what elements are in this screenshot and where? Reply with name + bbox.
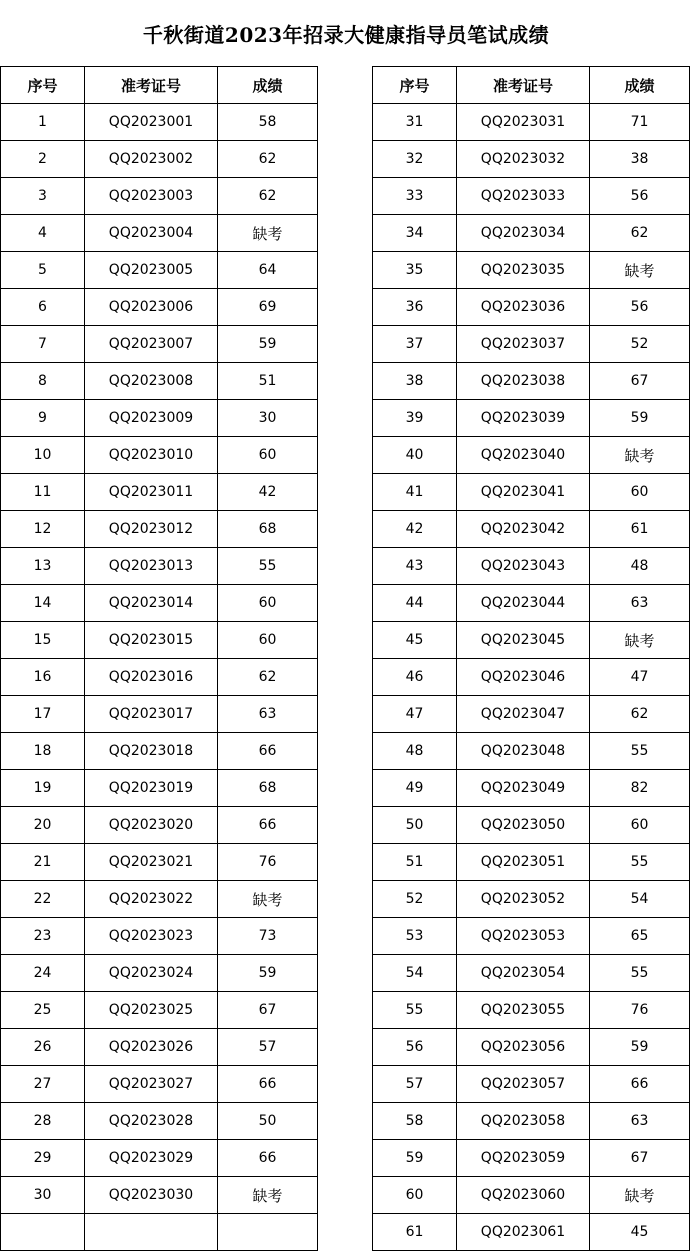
cell-seq: 5 [1,252,85,289]
cell-exam-id: QQ2023059 [457,1140,590,1177]
cell-score: 59 [590,400,690,437]
cell-seq: 8 [1,363,85,400]
cell-score: 缺考 [218,1177,318,1214]
cell-score: 66 [218,807,318,844]
cell-exam-id: QQ2023012 [85,511,218,548]
cell-score: 76 [590,992,690,1029]
cell-seq: 40 [373,437,457,474]
cell-seq: 60 [373,1177,457,1214]
table-row [1,474,318,511]
cell-seq: 2 [1,141,85,178]
table-row [373,1103,690,1140]
cell-score: 缺考 [590,1177,690,1214]
cell-score: 61 [590,511,690,548]
cell-seq: 30 [1,1177,85,1214]
cell-exam-id: QQ2023046 [457,659,590,696]
cell-seq: 56 [373,1029,457,1066]
header-seq: 序号 [1,67,85,104]
cell-exam-id: QQ2023030 [85,1177,218,1214]
cell-score: 58 [218,104,318,141]
cell-exam-id: QQ2023039 [457,400,590,437]
cell-score: 57 [218,1029,318,1066]
cell-seq: 19 [1,770,85,807]
cell-score: 63 [590,585,690,622]
cell-seq: 50 [373,807,457,844]
cell-score: 66 [218,733,318,770]
cell-seq: 3 [1,178,85,215]
cell-exam-id: QQ2023005 [85,252,218,289]
table-row [373,104,690,141]
cell-exam-id: QQ2023022 [85,881,218,918]
cell-score: 48 [590,548,690,585]
table-row [373,622,690,659]
cell-seq: 26 [1,1029,85,1066]
header-exam-id: 准考证号 [457,67,590,104]
table-row [1,548,318,585]
cell-seq: 37 [373,326,457,363]
cell-exam-id: QQ2023035 [457,252,590,289]
table-row [373,289,690,326]
table-row [1,289,318,326]
cell-score: 67 [590,1140,690,1177]
cell-score: 73 [218,918,318,955]
cell-score: 60 [590,807,690,844]
cell-score: 缺考 [218,215,318,252]
table-row [373,585,690,622]
cell-exam-id: QQ2023009 [85,400,218,437]
cell-score: 63 [218,696,318,733]
cell-exam-id: QQ2023023 [85,918,218,955]
table-row [373,733,690,770]
cell-seq: 16 [1,659,85,696]
table-row [373,437,690,474]
table-row [373,400,690,437]
cell-seq: 29 [1,1140,85,1177]
table-row [1,807,318,844]
header-seq: 序号 [373,67,457,104]
cell-seq: 6 [1,289,85,326]
cell-score: 62 [590,696,690,733]
cell-seq: 54 [373,955,457,992]
cell-seq: 23 [1,918,85,955]
cell-seq: 34 [373,215,457,252]
cell-seq: 11 [1,474,85,511]
cell-exam-id: QQ2023010 [85,437,218,474]
cell-seq: 24 [1,955,85,992]
cell-seq: 12 [1,511,85,548]
cell-exam-id: QQ2023049 [457,770,590,807]
table-row [1,437,318,474]
cell-exam-id: QQ2023028 [85,1103,218,1140]
cell-seq: 38 [373,363,457,400]
cell-score: 60 [218,585,318,622]
table-row [373,326,690,363]
cell-exam-id: QQ2023048 [457,733,590,770]
header-score: 成绩 [218,67,318,104]
cell-seq: 46 [373,659,457,696]
cell-score: 55 [218,548,318,585]
cell-score: 66 [218,1140,318,1177]
cell-exam-id: QQ2023058 [457,1103,590,1140]
cell-exam-id: QQ2023001 [85,104,218,141]
cell-exam-id: QQ2023015 [85,622,218,659]
cell-seq: 9 [1,400,85,437]
cell-seq: 52 [373,881,457,918]
cell-score [218,1214,318,1251]
cell-score: 47 [590,659,690,696]
cell-score: 52 [590,326,690,363]
cell-score: 67 [590,363,690,400]
score-table-left [0,66,318,1251]
cell-seq: 48 [373,733,457,770]
table-row [1,326,318,363]
cell-score: 59 [218,955,318,992]
cell-score: 60 [218,622,318,659]
cell-exam-id: QQ2023056 [457,1029,590,1066]
table-row [373,955,690,992]
cell-exam-id: QQ2023034 [457,215,590,252]
table-row [373,215,690,252]
cell-exam-id: QQ2023014 [85,585,218,622]
table-row [373,1140,690,1177]
cell-score: 59 [590,1029,690,1066]
cell-seq: 44 [373,585,457,622]
cell-exam-id: QQ2023016 [85,659,218,696]
cell-score: 66 [218,1066,318,1103]
cell-exam-id: QQ2023060 [457,1177,590,1214]
cell-exam-id: QQ2023050 [457,807,590,844]
table-row [373,1029,690,1066]
cell-exam-id: QQ2023038 [457,363,590,400]
table-row [1,252,318,289]
cell-exam-id [85,1214,218,1251]
cell-exam-id: QQ2023006 [85,289,218,326]
cell-score: 76 [218,844,318,881]
cell-seq: 27 [1,1066,85,1103]
cell-exam-id: QQ2023040 [457,437,590,474]
cell-exam-id: QQ2023041 [457,474,590,511]
cell-score: 60 [590,474,690,511]
cell-score: 30 [218,400,318,437]
cell-score: 缺考 [590,437,690,474]
cell-seq: 43 [373,548,457,585]
table-row [1,1140,318,1177]
cell-seq: 20 [1,807,85,844]
header-score: 成绩 [590,67,690,104]
cell-exam-id: QQ2023033 [457,178,590,215]
cell-score: 68 [218,511,318,548]
cell-score: 68 [218,770,318,807]
cell-seq: 33 [373,178,457,215]
table-row [373,252,690,289]
cell-score: 62 [218,141,318,178]
table-row [1,622,318,659]
table-row [1,363,318,400]
table-row [1,400,318,437]
cell-seq: 25 [1,992,85,1029]
cell-score: 50 [218,1103,318,1140]
header-exam-id: 准考证号 [85,67,218,104]
cell-seq [1,1214,85,1251]
cell-score: 69 [218,289,318,326]
cell-exam-id: QQ2023042 [457,511,590,548]
table-row [1,511,318,548]
cell-exam-id: QQ2023047 [457,696,590,733]
cell-score: 62 [218,178,318,215]
cell-score: 51 [218,363,318,400]
cell-exam-id: QQ2023025 [85,992,218,1029]
cell-seq: 4 [1,215,85,252]
table-row [373,511,690,548]
table-row [1,696,318,733]
table-row [1,918,318,955]
table-row [1,844,318,881]
cell-score: 67 [218,992,318,1029]
cell-exam-id: QQ2023026 [85,1029,218,1066]
cell-seq: 1 [1,104,85,141]
table-header-row [373,67,690,104]
cell-seq: 57 [373,1066,457,1103]
cell-seq: 28 [1,1103,85,1140]
cell-seq: 49 [373,770,457,807]
cell-exam-id: QQ2023037 [457,326,590,363]
table-row [1,733,318,770]
table-row [1,955,318,992]
table-row [373,363,690,400]
cell-score: 45 [590,1214,690,1251]
cell-seq: 22 [1,881,85,918]
table-row [1,1029,318,1066]
page-title: 千秋街道2023年招录大健康指导员笔试成绩 [142,22,550,47]
cell-exam-id: QQ2023007 [85,326,218,363]
cell-exam-id: QQ2023051 [457,844,590,881]
cell-exam-id: QQ2023043 [457,548,590,585]
table-row [1,215,318,252]
cell-seq: 35 [373,252,457,289]
cell-seq: 59 [373,1140,457,1177]
cell-seq: 17 [1,696,85,733]
cell-score: 55 [590,955,690,992]
cell-seq: 13 [1,548,85,585]
cell-score: 55 [590,733,690,770]
cell-score: 65 [590,918,690,955]
table-row [373,141,690,178]
table-row [1,770,318,807]
table-row [1,178,318,215]
cell-seq: 36 [373,289,457,326]
cell-seq: 61 [373,1214,457,1251]
cell-exam-id: QQ2023008 [85,363,218,400]
cell-score: 64 [218,252,318,289]
cell-score: 66 [590,1066,690,1103]
table-row [1,659,318,696]
cell-score: 82 [590,770,690,807]
cell-score: 55 [590,844,690,881]
cell-seq: 10 [1,437,85,474]
cell-exam-id: QQ2023044 [457,585,590,622]
cell-score: 缺考 [590,252,690,289]
cell-exam-id: QQ2023036 [457,289,590,326]
cell-exam-id: QQ2023020 [85,807,218,844]
cell-exam-id: QQ2023017 [85,696,218,733]
table-row [1,1103,318,1140]
table-header-row [1,67,318,104]
table-row [1,585,318,622]
cell-score: 38 [590,141,690,178]
cell-seq: 39 [373,400,457,437]
cell-score: 缺考 [218,881,318,918]
cell-seq: 18 [1,733,85,770]
cell-seq: 14 [1,585,85,622]
cell-seq: 42 [373,511,457,548]
cell-score: 42 [218,474,318,511]
cell-seq: 7 [1,326,85,363]
cell-exam-id: QQ2023057 [457,1066,590,1103]
table-row [373,696,690,733]
cell-seq: 32 [373,141,457,178]
cell-exam-id: QQ2023002 [85,141,218,178]
table-row [373,1066,690,1103]
cell-exam-id: QQ2023018 [85,733,218,770]
cell-exam-id: QQ2023019 [85,770,218,807]
cell-score: 56 [590,289,690,326]
table-row [373,659,690,696]
cell-exam-id: QQ2023021 [85,844,218,881]
table-row [373,881,690,918]
cell-exam-id: QQ2023054 [457,955,590,992]
table-row [373,1214,690,1251]
table-row [373,548,690,585]
table-row [1,992,318,1029]
score-table-right [372,66,690,1251]
table-row [373,178,690,215]
cell-seq: 41 [373,474,457,511]
table-row [373,918,690,955]
cell-seq: 45 [373,622,457,659]
cell-seq: 53 [373,918,457,955]
table-row [373,770,690,807]
cell-score: 54 [590,881,690,918]
cell-seq: 47 [373,696,457,733]
cell-exam-id: QQ2023011 [85,474,218,511]
cell-exam-id: QQ2023029 [85,1140,218,1177]
cell-exam-id: QQ2023024 [85,955,218,992]
cell-score: 60 [218,437,318,474]
cell-exam-id: QQ2023003 [85,178,218,215]
cell-exam-id: QQ2023031 [457,104,590,141]
cell-exam-id: QQ2023053 [457,918,590,955]
cell-score: 63 [590,1103,690,1140]
cell-exam-id: QQ2023013 [85,548,218,585]
cell-exam-id: QQ2023045 [457,622,590,659]
cell-seq: 58 [373,1103,457,1140]
cell-exam-id: QQ2023055 [457,992,590,1029]
cell-exam-id: QQ2023004 [85,215,218,252]
cell-seq: 15 [1,622,85,659]
table-row [1,1214,318,1251]
cell-score: 56 [590,178,690,215]
cell-exam-id: QQ2023032 [457,141,590,178]
table-row [1,1066,318,1103]
cell-exam-id: QQ2023027 [85,1066,218,1103]
table-row [373,992,690,1029]
cell-seq: 21 [1,844,85,881]
cell-score: 71 [590,104,690,141]
table-row [1,141,318,178]
table-row [373,474,690,511]
cell-score: 59 [218,326,318,363]
cell-seq: 55 [373,992,457,1029]
cell-exam-id: QQ2023061 [457,1214,590,1251]
cell-score: 62 [590,215,690,252]
table-row [373,1177,690,1214]
table-row [1,104,318,141]
table-row [1,1177,318,1214]
cell-exam-id: QQ2023052 [457,881,590,918]
cell-seq: 51 [373,844,457,881]
table-row [373,807,690,844]
cell-seq: 31 [373,104,457,141]
cell-score: 缺考 [590,622,690,659]
cell-score: 62 [218,659,318,696]
table-row [1,881,318,918]
table-row [373,844,690,881]
